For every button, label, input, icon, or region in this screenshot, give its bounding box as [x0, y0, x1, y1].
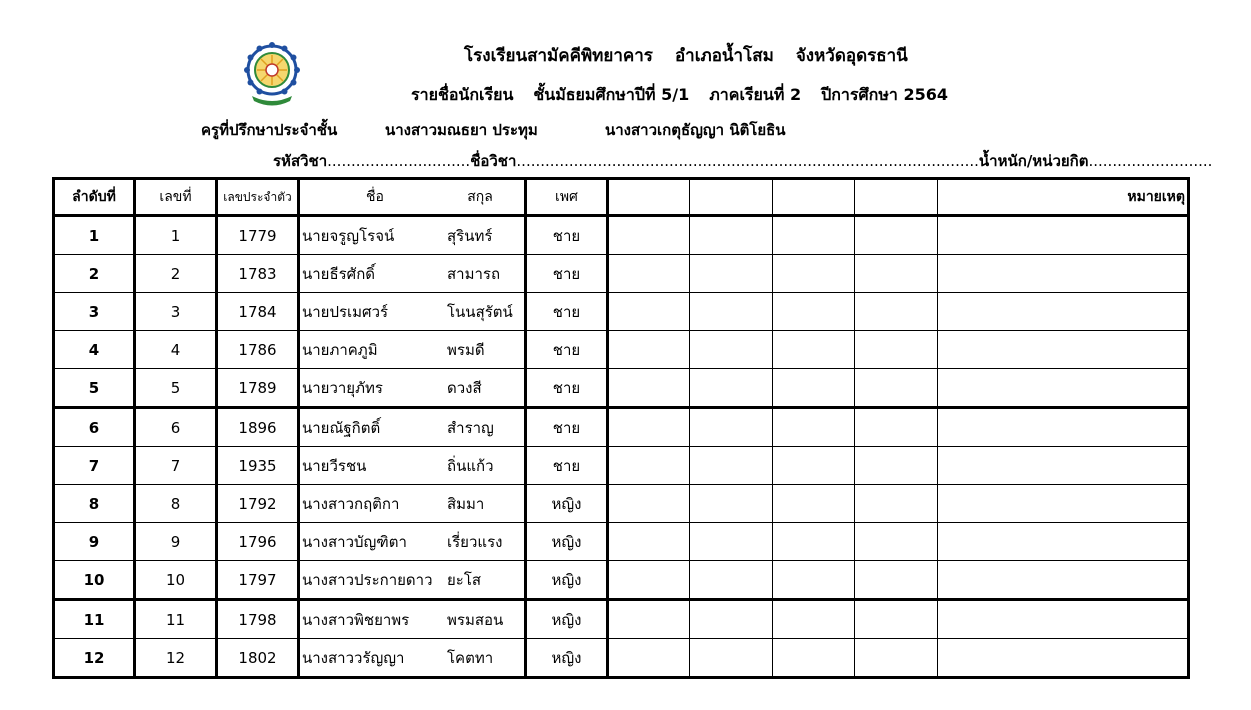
cell-blank — [690, 408, 773, 447]
cell-number: 4 — [135, 331, 217, 369]
col-blank-1 — [608, 179, 690, 216]
col-name — [299, 179, 526, 216]
cell-blank — [608, 639, 690, 678]
cell-blank — [773, 600, 855, 639]
cell-remarks — [938, 639, 1189, 678]
col-first-name: ชื่อ — [366, 189, 384, 205]
cell-blank — [855, 561, 938, 600]
table-row — [54, 561, 1189, 600]
table-header-row — [54, 179, 1189, 216]
col-remarks: หมายเหตุ — [938, 179, 1189, 216]
col-last-name: สกุล — [467, 189, 493, 205]
cell-last-name: ดวงสี — [447, 378, 482, 397]
col-blank-4 — [855, 179, 938, 216]
cell-number: 5 — [135, 369, 217, 408]
cell-gender: ชาย — [526, 447, 608, 485]
cell-blank — [690, 523, 773, 561]
cell-remarks — [938, 408, 1189, 447]
cell-blank — [855, 293, 938, 331]
cell-blank — [855, 447, 938, 485]
cell-name — [299, 331, 526, 369]
cell-blank — [773, 331, 855, 369]
subject-code-label: รหัสวิชา — [273, 152, 328, 170]
class-level: ชั้นมัธยมศึกษาปีที่ 5/1 — [533, 85, 690, 104]
list-title: รายชื่อนักเรียน — [411, 85, 514, 104]
cell-blank — [855, 216, 938, 255]
cell-blank — [690, 561, 773, 600]
cell-blank — [773, 216, 855, 255]
cell-blank — [608, 255, 690, 293]
cell-blank — [608, 408, 690, 447]
cell-name — [299, 600, 526, 639]
cell-remarks — [938, 485, 1189, 523]
cell-gender: หญิง — [526, 600, 608, 639]
cell-last-name: พรมสอน — [447, 610, 504, 629]
cell-number: 10 — [135, 561, 217, 600]
cell-name — [299, 408, 526, 447]
cell-student-id: 1792 — [217, 485, 299, 523]
cell-order: 10 — [54, 561, 135, 600]
cell-first-name: นายวีรชน — [302, 456, 367, 475]
cell-last-name: สำราญ — [447, 418, 494, 437]
cell-gender: ชาย — [526, 255, 608, 293]
col-student-id: เลขประจำตัว — [217, 179, 299, 216]
cell-gender: ชาย — [526, 331, 608, 369]
cell-number: 9 — [135, 523, 217, 561]
cell-blank — [690, 600, 773, 639]
cell-order: 1 — [54, 216, 135, 255]
cell-first-name: นายภาคภูมิ — [302, 340, 378, 359]
cell-order: 9 — [54, 523, 135, 561]
cell-remarks — [938, 561, 1189, 600]
cell-first-name: นางสาวบัญฑิตา — [302, 532, 407, 551]
cell-student-id: 1796 — [217, 523, 299, 561]
cell-blank — [773, 485, 855, 523]
cell-blank — [773, 639, 855, 678]
table-row — [54, 331, 1189, 369]
cell-number: 12 — [135, 639, 217, 678]
cell-gender: หญิง — [526, 639, 608, 678]
cell-gender: หญิง — [526, 485, 608, 523]
cell-blank — [608, 600, 690, 639]
cell-last-name: ยะโส — [447, 570, 482, 589]
col-gender: เพศ — [526, 179, 608, 216]
cell-remarks — [938, 216, 1189, 255]
cell-first-name: นางสาวกฤติกา — [302, 494, 400, 513]
table-row — [54, 600, 1189, 639]
credit-label: น้ำหนัก/หน่วยกิต — [978, 152, 1089, 170]
cell-name — [299, 216, 526, 255]
cell-first-name: นายวายุภัทร — [302, 378, 383, 397]
cell-order: 7 — [54, 447, 135, 485]
cell-gender: ชาย — [526, 293, 608, 331]
cell-blank — [608, 369, 690, 408]
cell-gender: หญิง — [526, 523, 608, 561]
cell-name — [299, 561, 526, 600]
subject-line — [273, 151, 1212, 171]
cell-blank — [855, 485, 938, 523]
cell-name — [299, 255, 526, 293]
col-blank-3 — [773, 179, 855, 216]
cell-number: 2 — [135, 255, 217, 293]
subject-name-label: ชื่อวิชา — [470, 152, 517, 170]
cell-student-id: 1783 — [217, 255, 299, 293]
school-emblem-icon — [244, 40, 300, 108]
cell-first-name: นางสาวพิชยาพร — [302, 610, 410, 629]
cell-order: 4 — [54, 331, 135, 369]
cell-number: 8 — [135, 485, 217, 523]
cell-number: 7 — [135, 447, 217, 485]
cell-student-id: 1798 — [217, 600, 299, 639]
cell-blank — [690, 216, 773, 255]
student-table — [52, 177, 1190, 679]
cell-blank — [855, 523, 938, 561]
cell-name — [299, 639, 526, 678]
cell-first-name: นายจรูญโรจน์ — [302, 226, 395, 245]
cell-name — [299, 293, 526, 331]
cell-blank — [773, 523, 855, 561]
subject-name-dots: ................................................................................................. — [516, 152, 979, 170]
cell-gender: ชาย — [526, 369, 608, 408]
cell-last-name: โคตทา — [447, 648, 494, 667]
table-row — [54, 369, 1189, 408]
cell-last-name: สิมมา — [447, 494, 485, 513]
cell-last-name: ถิ่นแก้ว — [447, 456, 494, 475]
cell-student-id: 1935 — [217, 447, 299, 485]
cell-blank — [773, 255, 855, 293]
cell-blank — [608, 216, 690, 255]
cell-blank — [608, 447, 690, 485]
cell-first-name: นางสาวประกายดาว — [302, 570, 433, 589]
cell-order: 6 — [54, 408, 135, 447]
cell-order: 5 — [54, 369, 135, 408]
cell-last-name: สามารถ — [447, 264, 501, 283]
cell-student-id: 1786 — [217, 331, 299, 369]
cell-first-name: นายปรเมศวร์ — [302, 302, 389, 321]
cell-blank — [773, 408, 855, 447]
cell-gender: ชาย — [526, 408, 608, 447]
cell-blank — [690, 255, 773, 293]
cell-number: 11 — [135, 600, 217, 639]
cell-order: 12 — [54, 639, 135, 678]
cell-blank — [773, 561, 855, 600]
cell-gender: ชาย — [526, 216, 608, 255]
col-number: เลขที่ — [135, 179, 217, 216]
cell-remarks — [938, 293, 1189, 331]
cell-student-id: 1784 — [217, 293, 299, 331]
district: อำเภอน้ำโสม — [674, 46, 774, 66]
cell-name — [299, 485, 526, 523]
cell-order: 3 — [54, 293, 135, 331]
credit-dots: .......................... — [1088, 152, 1213, 170]
cell-remarks — [938, 523, 1189, 561]
cell-blank — [855, 600, 938, 639]
cell-blank — [608, 331, 690, 369]
advisor-2: นางสาวเกตุธัญญา นิติโยธิน — [605, 121, 786, 139]
cell-blank — [855, 408, 938, 447]
cell-number: 3 — [135, 293, 217, 331]
table-row — [54, 485, 1189, 523]
advisor-label: ครูที่ปรึกษาประจำชั้น — [201, 121, 338, 139]
cell-blank — [608, 523, 690, 561]
cell-first-name: นางสาววรัญญา — [302, 648, 405, 667]
cell-last-name: พรมดี — [447, 340, 485, 359]
school-name: โรงเรียนสามัคคีพิทยาคาร — [464, 46, 653, 66]
table-row — [54, 639, 1189, 678]
province: จังหวัดอุดรธานี — [795, 46, 908, 66]
cell-student-id: 1896 — [217, 408, 299, 447]
cell-student-id: 1802 — [217, 639, 299, 678]
cell-blank — [690, 485, 773, 523]
cell-blank — [773, 447, 855, 485]
cell-blank — [855, 331, 938, 369]
cell-student-id: 1779 — [217, 216, 299, 255]
cell-remarks — [938, 331, 1189, 369]
cell-last-name: โนนสุรัตน์ — [447, 302, 513, 321]
table-row — [54, 255, 1189, 293]
cell-gender: หญิง — [526, 561, 608, 600]
school-title — [464, 46, 908, 66]
cell-first-name: นายณัฐกิตติ์ — [302, 418, 381, 437]
table-row — [54, 408, 1189, 447]
table-row — [54, 447, 1189, 485]
cell-blank — [690, 447, 773, 485]
cell-student-id: 1789 — [217, 369, 299, 408]
subject-code-dots: .............................. — [327, 152, 471, 170]
cell-name — [299, 369, 526, 408]
academic-year: ปีการศึกษา 2564 — [821, 85, 948, 104]
cell-remarks — [938, 255, 1189, 293]
table-row — [54, 216, 1189, 255]
cell-number: 6 — [135, 408, 217, 447]
cell-remarks — [938, 369, 1189, 408]
cell-blank — [773, 293, 855, 331]
cell-order: 11 — [54, 600, 135, 639]
cell-first-name: นายธีรศักดิ์ — [302, 264, 376, 283]
cell-blank — [690, 639, 773, 678]
cell-number: 1 — [135, 216, 217, 255]
advisor-1: นางสาวมณธยา ประทุม — [385, 121, 538, 139]
cell-order: 8 — [54, 485, 135, 523]
cell-blank — [608, 561, 690, 600]
cell-last-name: สุรินทร์ — [447, 226, 493, 245]
cell-blank — [855, 255, 938, 293]
cell-remarks — [938, 447, 1189, 485]
table-row — [54, 293, 1189, 331]
cell-student-id: 1797 — [217, 561, 299, 600]
cell-name — [299, 523, 526, 561]
cell-blank — [690, 369, 773, 408]
col-order: ลำดับที่ — [54, 179, 135, 216]
cell-blank — [855, 369, 938, 408]
cell-name — [299, 447, 526, 485]
cell-blank — [690, 331, 773, 369]
cell-blank — [855, 639, 938, 678]
cell-blank — [608, 485, 690, 523]
term: ภาคเรียนที่ 2 — [709, 85, 802, 104]
cell-last-name: เรี่ยวแรง — [447, 532, 503, 551]
cell-order: 2 — [54, 255, 135, 293]
table-row — [54, 523, 1189, 561]
col-blank-2 — [690, 179, 773, 216]
cell-blank — [690, 293, 773, 331]
class-info — [411, 85, 948, 105]
cell-blank — [608, 293, 690, 331]
cell-blank — [773, 369, 855, 408]
cell-remarks — [938, 600, 1189, 639]
